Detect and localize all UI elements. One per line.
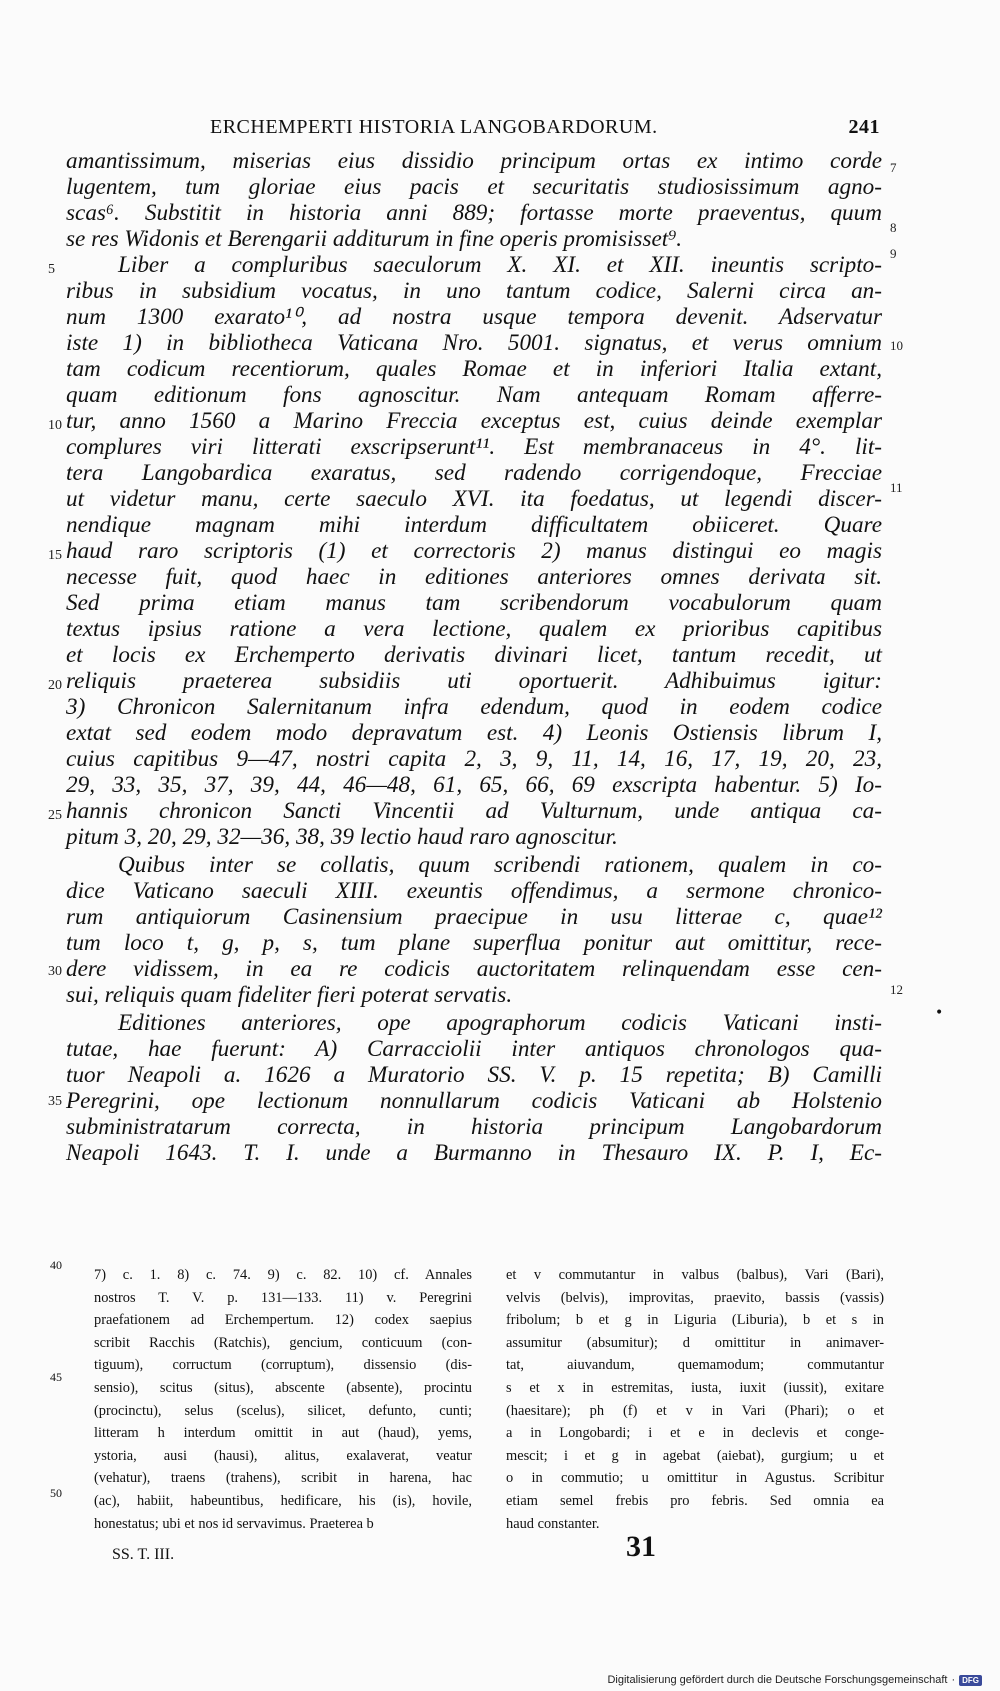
text-line: textus ipsius ratione a vera lectione, qualem ex prioribus capitibus (66, 616, 882, 642)
line-number: 5 (48, 262, 55, 277)
text-line: tera Langobardica exaratus, sed radendo corrigendoque, Frecciae (66, 460, 882, 486)
footnote-line: velvis (belvis), improvitas, praevito, bassis (vassis) (506, 1289, 884, 1306)
footnote-line: tiguum), corructum (corruptum), dissensio (dis- (94, 1357, 472, 1374)
text-line: dere vidissem, in ea re codicis auctoritatem relinquendam esse cen- (66, 956, 882, 982)
text-line: Quibus inter se collatis, quum scribendi rationem, qualem in co- (118, 852, 882, 878)
text-line: nendique magnam mihi interdum difficultatem obiiceret. Quare (66, 512, 882, 538)
footer-text: Digitalisierung gefördert durch die Deutsche Forschungsgemeinschaft (607, 1674, 948, 1686)
running-title: ERCHEMPERTI HISTORIA LANGOBARDORUM. (210, 116, 658, 138)
text-line: haud raro scriptoris (1) et correctoris 2) manus distingui eo magis (66, 538, 882, 564)
footnote-line: assumitur (absumitur); d omittitur in animaver- (506, 1334, 884, 1351)
text-line: Neapoli 1643. T. I. unde a Burmanno in Thesauro IX. P. I, Ec- (66, 1140, 882, 1166)
footnote-line: scribit Racchis (Ratchis), gencium, conticuum (con- (94, 1334, 472, 1351)
sheet-number: 31 (626, 1530, 656, 1563)
text-line: dice Vaticano saeculi XIII. exeuntis offendimus, a sermone chronico- (66, 878, 882, 904)
text-line: tur, anno 1560 a Marino Freccia exceptus est, cuius deinde exemplar (66, 408, 882, 434)
footnote-line: fribolum; b et g in Liguria (Liburia), b et s in (506, 1312, 884, 1329)
footnote-line: ystoria, ausi (hausi), alitus, exalaverat, veatur (94, 1447, 472, 1464)
line-number: 20 (48, 678, 62, 693)
footnote-line: a in Longobardi; i et e in declevis et conge- (506, 1425, 884, 1442)
text-line: sui, reliquis quam fideliter fieri poterat servatis. (66, 982, 513, 1008)
page-number: 241 (848, 116, 880, 138)
text-line: Sed prima etiam manus tam scribendorum vocabulorum quam (66, 590, 882, 616)
footnote-line-number: 40 (50, 1258, 62, 1272)
text-line: complures viri litterati exscripserunt¹¹. Est membranaceus in 4°. lit- (66, 434, 882, 460)
footnote-line: (haesitare); ph (f) et v in Vari (Phari); o et (506, 1402, 884, 1419)
footnote-line-number: 50 (50, 1486, 62, 1500)
text-line: 3) Chronicon Salernitanum infra edendum, quod in eodem codice (66, 694, 882, 720)
text-line: ribus in subsidium vocatus, in uno tantum codice, Salerni circa an- (66, 278, 882, 304)
footnotes-left-column (94, 1264, 472, 1535)
text-line: amantissimum, miserias eius dissidio principum ortas ex intimo corde (66, 148, 882, 174)
text-line: lugentem, tum gloriae eius pacis et securitatis studiosissimum agno- (66, 174, 882, 200)
text-line: Liber a compluribus saeculorum X. XI. et XII. ineuntis scripto- (118, 252, 882, 278)
text-line: num 1300 exarato¹⁰, ad nostra usque tempora devenit. Adservatur (66, 304, 882, 330)
footnote-line-number: 45 (50, 1370, 62, 1384)
footnote-line: mescit; i et g in agebat (aiebat), gurgium; u et (506, 1447, 884, 1464)
footnote-line: et v commutantur in valbus (balbus), Vari (Bari), (506, 1267, 884, 1283)
text-line: subministratarum correcta, in historia principum Langobardorum (66, 1114, 882, 1140)
footnote-line: nostros T. V. p. 131—133. 11) v. Peregrini (94, 1289, 472, 1306)
footnote-line: etiam semel frebis pro febris. Sed omnia ea (506, 1492, 884, 1509)
text-line: Editiones anteriores, ope apographorum codicis Vaticani insti- (118, 1010, 882, 1036)
text-line: Peregrini, ope lectionum nonnullarum codicis Vaticani ab Holstenio (66, 1088, 882, 1114)
text-line: se res Widonis et Berengarii additurum in fine operis promisisset⁹. (66, 226, 683, 252)
footnote-line: honestatus; ubi et nos id servavimus. Praeterea b (94, 1515, 374, 1532)
text-line: iste 1) in bibliotheca Vaticana Nro. 5001. signatus, et verus omnium (66, 330, 882, 356)
text-line: tuor Neapoli a. 1626 a Muratorio SS. V. p. 15 repetita; B) Camilli (66, 1062, 882, 1088)
text-line: necesse fuit, quod haec in editiones anteriores omnes derivata sit. (66, 564, 882, 590)
text-line: scas⁶. Substitit in historia anni 889; fortasse morte praeventus, quum (66, 200, 882, 226)
footnote-line: 7) c. 1. 8) c. 74. 9) c. 82. 10) cf. Annales (94, 1267, 472, 1283)
text-line: hannis chronicon Sancti Vincentii ad Vulturnum, unde antiqua ca- (66, 798, 882, 824)
text-line: extat sed eodem modo depravatum est. 4) Leonis Ostiensis librum I, (66, 720, 882, 746)
printer-signature: SS. T. III. (112, 1546, 175, 1563)
text-line: pitum 3, 20, 29, 32—36, 38, 39 lectio haud raro agnoscitur. (66, 824, 618, 850)
footnote-line: s et x in estremitas, iusta, iuxit (iussit), exitare (506, 1379, 884, 1396)
footnote-line: praefationem ad Erchempertum. 12) codex saepius (94, 1312, 472, 1329)
line-number: 10 (48, 418, 62, 433)
footnote-line: haud constanter. (506, 1515, 600, 1532)
text-line: tutae, hae fuerunt: A) Carracciolii inter antiquos chronologos qua- (66, 1036, 882, 1062)
text-line: tum loco t, g, p, s, tum plane superflua ponitur aut omittitur, rece- (66, 930, 882, 956)
margin-note-number: 12 (890, 982, 903, 997)
dot-mark: • (935, 1005, 944, 1021)
line-number: 30 (48, 964, 62, 979)
margin-note-number: 7 (890, 160, 897, 175)
text-line: 29, 33, 35, 37, 39, 44, 46—48, 61, 65, 66, 69 exscripta habentur. 5) Io- (66, 772, 882, 798)
footnote-line: (vehatur), traens (trahens), scribit in harena, hac (94, 1470, 472, 1487)
text-line: ut videtur manu, certe saeculo XVI. ita foedatus, ut legendi discer- (66, 486, 882, 512)
margin-note-number: 10 (890, 338, 903, 353)
text-line: reliquis praeterea subsidiis uti oportuerit. Adhibuimus igitur: (66, 668, 882, 694)
text-line: tam codicum recentiorum, quales Romae et in inferiori Italia extant, (66, 356, 882, 382)
margin-note-number: 11 (890, 480, 903, 495)
footnote-line: sensio), scitus (situs), abscente (absente), procintu (94, 1379, 472, 1396)
text-line: rum antiquiorum Casinensium praecipue in usu litterae c, quae¹² (66, 904, 882, 930)
text-line: cuius capitibus 9—47, nostri capita 2, 3, 9, 11, 14, 16, 17, 19, 20, 23, (66, 746, 882, 772)
text-line: quam editionum fons agnoscitur. Nam antequam Romam afferre- (66, 382, 882, 408)
footnote-line: litteram h interdum omittit in aut (haud), yems, (94, 1425, 472, 1442)
footnote-line: (ac), habiit, habeuntibus, hedificare, his (is), hovile, (94, 1492, 472, 1509)
digitization-footer: Digitalisierung gefördert durch die Deutsche Forschungsgemeinschaft · DFG (607, 1674, 982, 1686)
text-line: et locis ex Erchemperto derivatis divinari licet, tantum recedit, ut (66, 642, 882, 668)
margin-note-number: 9 (890, 246, 897, 261)
dfg-logo-icon: DFG (959, 1675, 982, 1686)
line-number: 15 (48, 548, 62, 563)
footnote-line: tat, aiuvandum, quemamodum; commutantur (506, 1357, 884, 1374)
footnotes-right-column (506, 1264, 884, 1535)
line-number: 35 (48, 1094, 62, 1109)
margin-note-number: 8 (890, 220, 897, 235)
footnote-line: (procinctu), selus (scelus), silicet, defunto, cunti; (94, 1402, 472, 1419)
footnote-line: o in commutio; u omittitur in Agustus. Scribitur (506, 1470, 884, 1487)
line-number: 25 (48, 808, 62, 823)
